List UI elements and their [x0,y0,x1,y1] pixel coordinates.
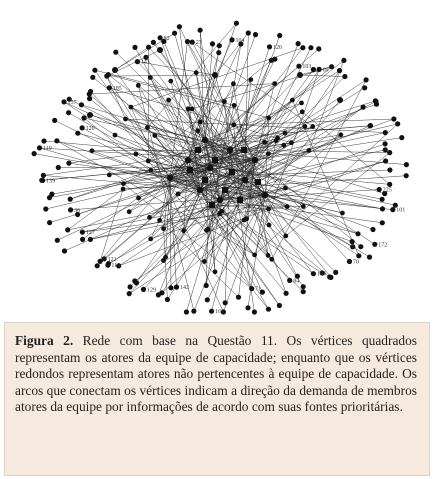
round-vertex [55,238,60,243]
round-vertex [236,295,241,300]
round-vertex [132,45,137,50]
square-vertex [195,147,201,153]
round-vertex [112,67,118,73]
round-vertex [90,75,95,80]
round-vertex [61,99,66,104]
round-vertex [184,309,189,314]
figure-label: Figura 2. [15,333,74,348]
round-vertex [136,196,141,201]
round-vertex [232,103,237,108]
round-vertex [329,64,334,69]
round-vertex [157,218,162,223]
round-vertex [380,220,385,225]
edge [40,145,136,154]
round-vertex [79,102,84,107]
round-vertex [311,271,316,276]
round-vertex [337,97,343,103]
round-vertex [87,112,93,118]
round-vertex [92,68,97,73]
round-vertex [217,43,222,48]
round-vertex [283,234,288,239]
round-vertex [40,178,45,183]
round-vertex [303,124,308,129]
round-vertex [282,143,287,148]
round-vertex [90,148,95,153]
round-vertex [404,162,409,167]
round-vertex [68,197,73,202]
vertex-label: 139 [46,178,56,185]
edge [192,42,313,126]
edge [245,180,297,276]
vertex-label: 71 [255,286,262,293]
round-vertex [367,255,372,260]
round-vertex [37,145,42,150]
round-vertex [358,244,363,249]
round-vertex [217,197,223,203]
vertex-label: 121 [107,256,117,263]
round-vertex [134,152,139,157]
round-vertex [317,67,322,72]
round-vertex [107,173,112,178]
round-vertex [80,125,85,130]
round-vertex [41,138,46,143]
vertex-label: 126 [273,44,282,51]
network-edges [34,23,406,312]
round-vertex [104,74,109,79]
edge [265,100,340,195]
round-vertex [129,105,134,110]
round-vertex [310,124,315,129]
round-vertex [209,309,214,314]
round-vertex [267,44,272,49]
square-vertex [229,169,235,175]
edge [286,153,390,236]
round-vertex [54,138,59,143]
round-vertex [136,83,141,88]
round-vertex [151,40,156,45]
round-vertex [242,218,247,223]
round-vertex [266,253,271,258]
round-vertex [156,292,161,297]
round-vertex [66,161,71,166]
square-vertex [209,202,215,208]
round-vertex [31,151,36,156]
edge [255,124,398,255]
round-vertex [350,244,355,249]
round-vertex [168,79,173,84]
round-vertex [123,117,128,122]
round-vertex [161,226,166,231]
round-vertex [87,96,92,101]
round-vertex [361,105,366,110]
round-vertex [146,159,151,164]
round-vertex [387,182,392,187]
round-vertex [206,227,211,232]
round-vertex [177,24,182,29]
square-vertex [255,179,261,185]
round-vertex [88,237,93,242]
round-vertex [174,285,179,290]
round-vertex [296,41,301,46]
round-vertex [152,133,157,138]
round-vertex [147,215,152,220]
round-vertex [301,284,306,289]
round-vertex [266,116,271,121]
round-vertex [229,37,234,42]
round-vertex [231,123,236,128]
round-vertex [269,257,274,262]
round-vertex [190,40,195,45]
round-vertex [390,207,395,212]
round-vertex [272,81,277,86]
round-vertex [128,284,133,289]
round-vertex [356,253,361,258]
round-vertex [333,270,338,275]
round-vertex [267,223,272,228]
vertex-label: 27 [195,40,202,47]
round-vertex [212,72,218,78]
round-vertex [205,297,210,302]
vertex-label: 127 [85,230,95,237]
vertex-label: 157 [67,99,77,106]
round-vertex [347,259,352,264]
round-vertex [80,230,85,235]
vertex-label: 185 [112,85,122,92]
round-vertex [68,207,73,212]
round-vertex [404,173,409,178]
round-vertex [266,151,271,156]
square-vertex [222,187,228,193]
round-vertex [283,131,288,136]
round-vertex [202,259,207,264]
round-vertex [248,77,253,82]
round-vertex [252,309,257,314]
round-vertex [391,116,396,121]
edge [245,69,319,180]
round-vertex [299,101,304,106]
square-vertex [237,197,243,203]
round-vertex [364,77,369,82]
round-vertex [246,30,251,35]
round-vertex [107,85,112,90]
edge [107,76,126,119]
vertex-label: 103 [302,64,312,71]
round-vertex [176,192,181,197]
round-vertex [277,33,282,38]
round-vertex [252,157,258,163]
round-vertex [234,21,239,26]
round-vertex [43,206,48,211]
square-vertex [241,147,247,153]
round-vertex [262,192,268,198]
vertex-label: 141 [140,59,150,66]
vertex-label: 225 [382,187,392,194]
round-vertex [245,305,250,310]
round-vertex [172,31,177,36]
round-vertex [285,204,290,209]
round-vertex [157,47,163,53]
edge [302,112,390,185]
network-labels [43,36,405,315]
round-vertex [327,274,332,279]
round-vertex [223,300,228,305]
round-vertex [80,237,85,242]
round-vertex [202,137,208,143]
round-vertex [62,248,67,253]
round-vertex [231,81,236,86]
round-vertex [127,209,132,214]
round-vertex [338,132,343,137]
round-vertex [198,120,203,125]
round-vertex [296,64,301,69]
round-vertex [41,173,46,178]
edge [129,219,247,294]
round-vertex [121,181,126,186]
vertex-label: 101 [396,207,406,214]
round-vertex [198,28,203,33]
square-vertex [187,167,193,173]
round-vertex [287,278,292,283]
round-vertex [194,70,199,75]
vertex-label: 110 [111,263,121,270]
round-vertex [52,118,57,123]
round-vertex [207,165,213,171]
vertex-label: 172 [378,242,388,249]
vertex-label: 82 [163,35,170,42]
round-vertex [277,303,282,308]
round-vertex [113,133,118,138]
round-vertex [266,307,271,312]
round-vertex [66,110,71,115]
round-vertex [284,291,289,296]
vertex-label: 161 [215,309,225,316]
round-vertex [340,211,345,216]
vertex-label: 70 [353,259,359,266]
round-vertex [253,32,258,37]
round-vertex [370,227,375,232]
round-vertex [158,35,163,40]
round-vertex [146,45,151,50]
round-vertex [383,141,388,146]
round-vertex [252,253,257,258]
round-vertex [168,285,173,290]
round-vertex [121,187,126,192]
round-vertex [167,175,173,181]
round-vertex [197,187,203,193]
round-vertex [341,58,346,63]
round-vertex [81,115,86,120]
square-vertex [212,157,218,163]
edge [188,160,382,199]
round-vertex [49,192,54,197]
round-vertex [217,211,222,216]
round-vertex [204,283,209,288]
round-vertex [166,98,171,103]
round-vertex [266,207,271,212]
round-vertex [399,135,404,140]
round-vertex [216,50,221,55]
round-vertex [249,286,254,291]
vertex-label: 142 [180,285,189,292]
round-vertex [387,150,392,155]
vertex-label: 120 [85,125,95,132]
round-vertex [65,227,70,232]
round-vertex [387,167,392,172]
round-vertex [148,75,153,80]
round-vertex [311,67,316,72]
round-vertex [297,72,303,78]
round-vertex [102,256,107,261]
round-vertex [350,239,355,244]
round-vertex [113,50,118,55]
round-vertex [190,107,195,112]
square-vertex [202,177,208,183]
round-vertex [165,297,170,302]
round-vertex [56,165,61,170]
round-vertex [316,46,321,51]
round-vertex [300,109,305,114]
edge [115,47,149,70]
vertex-label: 84 [293,278,300,285]
vertex-label: 164 [316,271,326,278]
round-vertex [213,269,218,274]
round-vertex [185,157,191,163]
round-vertex [242,177,248,183]
round-vertex [227,147,233,153]
round-vertex [289,140,294,145]
round-vertex [355,231,360,236]
figure-caption [4,322,430,476]
round-vertex [372,242,377,247]
round-vertex [145,125,150,130]
vertex-label: 36 [74,207,81,214]
round-vertex [47,220,52,225]
edge [107,75,215,76]
round-vertex [163,255,168,260]
round-vertex [191,309,196,314]
round-vertex [222,99,227,104]
round-vertex [272,57,277,62]
round-vertex [210,41,215,46]
round-vertex [135,59,140,64]
round-vertex [283,186,288,191]
edge [131,48,303,107]
round-vertex [262,140,267,145]
round-vertex [195,128,200,133]
round-vertex [301,289,306,294]
round-vertex [307,148,312,153]
round-vertex [380,206,385,211]
round-vertex [377,187,382,192]
edge [272,80,366,259]
round-vertex [88,89,93,94]
round-vertex [141,287,146,292]
round-vertex [290,98,295,103]
round-vertex [148,237,153,242]
round-vertex [383,158,388,163]
round-vertex [383,147,388,152]
vertex-label: 104 [235,37,245,44]
vertex-label: 129 [147,287,156,294]
round-vertex [148,168,153,173]
round-vertex [383,130,388,135]
round-vertex [342,74,347,79]
edge [57,141,200,190]
round-vertex [308,45,313,50]
round-vertex [127,291,132,296]
round-vertex [185,39,190,44]
round-vertex [275,136,280,141]
round-vertex [380,197,385,202]
round-vertex [132,278,137,283]
round-vertex [337,68,342,73]
round-vertex [75,131,80,136]
round-vertex [300,45,305,50]
round-vertex [301,204,306,209]
caption-text: Rede com base na Questão 11. Os vértices quadrados representam os atores da equipe de capacidade; enquanto que os vértices redondos representam atores não pertencentes à equipe de capacidade. Os arcos que conectam os vértices indicam a direção da demanda de membros atores da equipe por informações de acordo com suas fontes prioritárias. [15,333,417,415]
round-vertex [374,102,379,107]
vertex-label: 119 [43,145,52,152]
edge [109,200,221,264]
round-vertex [362,85,367,90]
round-vertex [181,228,186,233]
round-vertex [368,123,373,128]
vertex-label: 69 [322,67,329,74]
edge [109,85,188,160]
round-vertex [95,263,100,268]
round-vertex [395,121,400,126]
